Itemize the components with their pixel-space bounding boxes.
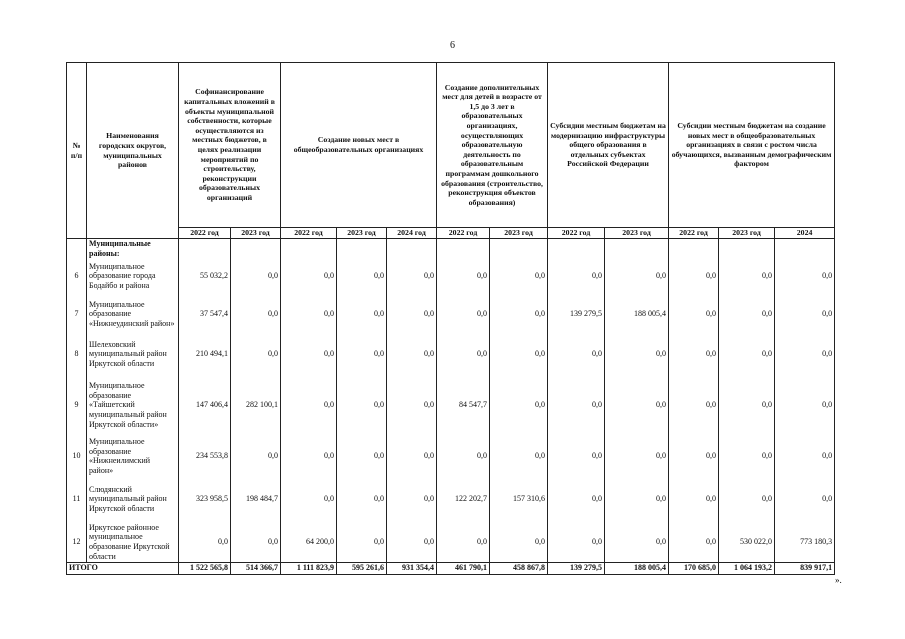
year-header: 2022 год [281, 228, 337, 239]
row-name: Муниципальное образование «Нижнеилимский район» [87, 436, 179, 476]
total-cell: 139 279,5 [548, 562, 605, 574]
total-cell: 595 261,6 [337, 562, 387, 574]
year-header: 2022 год [179, 228, 231, 239]
total-cell: 931 354,4 [387, 562, 437, 574]
value-cell: 0,0 [387, 522, 437, 562]
section-label: Муниципальные районы: [87, 239, 179, 259]
value-cell: 0,0 [669, 374, 719, 436]
value-cell: 0,0 [437, 294, 490, 334]
value-cell: 0,0 [387, 436, 437, 476]
value-cell: 0,0 [231, 436, 281, 476]
value-cell: 0,0 [281, 436, 337, 476]
value-cell: 0,0 [605, 476, 669, 522]
header-modernization: Субсидии местным бюджетам на модернизацию инфраструктуры общего образования в отдельных субъектах Российской Федерации [548, 63, 669, 228]
value-cell: 0,0 [605, 522, 669, 562]
value-cell: 0,0 [490, 522, 548, 562]
value-cell: 0,0 [775, 258, 835, 294]
value-cell: 0,0 [437, 334, 490, 374]
value-cell: 0,0 [231, 258, 281, 294]
value-cell: 0,0 [231, 294, 281, 334]
value-cell: 0,0 [337, 374, 387, 436]
value-cell: 64 200,0 [281, 522, 337, 562]
value-cell: 0,0 [548, 258, 605, 294]
value-cell: 0,0 [337, 258, 387, 294]
row-index: 10 [67, 436, 87, 476]
value-cell: 0,0 [669, 436, 719, 476]
value-cell: 0,0 [387, 476, 437, 522]
value-cell: 0,0 [719, 476, 775, 522]
row-index: 9 [67, 374, 87, 436]
table-row [67, 374, 835, 436]
value-cell: 0,0 [669, 334, 719, 374]
value-cell: 0,0 [719, 374, 775, 436]
value-cell: 147 406,4 [179, 374, 231, 436]
total-cell: 839 917,1 [775, 562, 835, 574]
value-cell: 0,0 [548, 334, 605, 374]
total-cell: 461 790,1 [437, 562, 490, 574]
value-cell: 0,0 [490, 258, 548, 294]
value-cell: 0,0 [337, 294, 387, 334]
table-row [67, 522, 835, 562]
year-header: 2024 [775, 228, 835, 239]
value-cell: 0,0 [387, 334, 437, 374]
value-cell: 0,0 [281, 258, 337, 294]
value-cell: 0,0 [281, 334, 337, 374]
value-cell: 122 202,7 [437, 476, 490, 522]
year-header: 2023 год [490, 228, 548, 239]
value-cell: 0,0 [387, 258, 437, 294]
row-index: 8 [67, 334, 87, 374]
row-name: Муниципальное образование «Тайшетский муниципальный район Иркутской области» [87, 374, 179, 436]
header-cofinancing: Софинансирование капитальных вложений в объекты муниципальной собственности, которые осуществляются из местных бюджетов, в целях реализации мероприятий по строительству, реконструкции образовательных организаций [179, 63, 281, 228]
row-name: Муниципальное образование «Нижнеудинский район» [87, 294, 179, 334]
value-cell: 0,0 [387, 294, 437, 334]
value-cell: 0,0 [281, 294, 337, 334]
value-cell: 84 547,7 [437, 374, 490, 436]
table-row [67, 334, 835, 374]
value-cell: 210 494,1 [179, 334, 231, 374]
value-cell: 0,0 [775, 374, 835, 436]
row-name: Иркутское районное муниципальное образование Иркутской области [87, 522, 179, 562]
value-cell: 0,0 [719, 294, 775, 334]
total-cell: 514 366,7 [231, 562, 281, 574]
total-cell: 458 867,8 [490, 562, 548, 574]
row-index: 6 [67, 258, 87, 294]
value-cell: 188 005,4 [605, 294, 669, 334]
header-preschool: Создание дополнительных мест для детей в возрасте от 1,5 до 3 лет в образовательных организациях, осуществляющих образовательную деятельность по образовательным программам дошкольного образования (строительство, реконструкция объектов образования) [437, 63, 548, 228]
value-cell: 37 547,4 [179, 294, 231, 334]
table-row [67, 436, 835, 476]
value-cell: 0,0 [719, 436, 775, 476]
header-idx: № п/п [67, 63, 87, 239]
value-cell: 139 279,5 [548, 294, 605, 334]
row-index: 11 [67, 476, 87, 522]
table-row [67, 476, 835, 522]
total-cell: 188 005,4 [605, 562, 669, 574]
year-header: 2022 год [437, 228, 490, 239]
value-cell: 0,0 [490, 436, 548, 476]
value-cell: 0,0 [719, 334, 775, 374]
value-cell: 0,0 [669, 258, 719, 294]
value-cell: 323 958,5 [179, 476, 231, 522]
value-cell: 282 100,1 [231, 374, 281, 436]
year-header: 2022 год [548, 228, 605, 239]
value-cell: 0,0 [719, 258, 775, 294]
header-demographic: Субсидии местным бюджетам на создание новых мест в общеобразовательных организациях в связи с ростом числа обучающихся, вызванным демографическим фактором [669, 63, 835, 228]
value-cell: 0,0 [775, 436, 835, 476]
value-cell: 0,0 [490, 374, 548, 436]
value-cell: 0,0 [548, 436, 605, 476]
value-cell: 0,0 [490, 294, 548, 334]
header-name: Наименования городских округов, муниципальных районов [87, 63, 179, 239]
year-header: 2023 год [605, 228, 669, 239]
table-row [67, 294, 835, 334]
value-cell: 0,0 [605, 374, 669, 436]
value-cell: 0,0 [669, 294, 719, 334]
year-header: 2022 год [669, 228, 719, 239]
value-cell: 0,0 [387, 374, 437, 436]
value-cell: 0,0 [437, 258, 490, 294]
value-cell: 0,0 [337, 436, 387, 476]
value-cell: 0,0 [775, 294, 835, 334]
total-label: ИТОГО [67, 562, 179, 574]
year-header: 2023 год [337, 228, 387, 239]
value-cell: 234 553,8 [179, 436, 231, 476]
value-cell: 530 022,0 [719, 522, 775, 562]
value-cell: 0,0 [337, 476, 387, 522]
value-cell: 0,0 [605, 334, 669, 374]
value-cell: 0,0 [281, 476, 337, 522]
value-cell: 0,0 [775, 334, 835, 374]
total-cell: 1 111 823,9 [281, 562, 337, 574]
total-cell: 170 685,0 [669, 562, 719, 574]
value-cell: 0,0 [437, 436, 490, 476]
page-number: 6 [450, 40, 455, 51]
year-header: 2024 год [387, 228, 437, 239]
value-cell: 0,0 [231, 522, 281, 562]
value-cell: 0,0 [437, 522, 490, 562]
value-cell: 0,0 [231, 334, 281, 374]
row-index: 7 [67, 294, 87, 334]
value-cell: 0,0 [669, 522, 719, 562]
subsidy-table [66, 62, 835, 575]
value-cell: 0,0 [669, 476, 719, 522]
value-cell: 0,0 [281, 374, 337, 436]
value-cell: 0,0 [548, 476, 605, 522]
table-row [67, 258, 835, 294]
value-cell: 773 180,3 [775, 522, 835, 562]
value-cell: 0,0 [548, 522, 605, 562]
value-cell: 157 310,6 [490, 476, 548, 522]
value-cell: 198 484,7 [231, 476, 281, 522]
value-cell: 0,0 [605, 258, 669, 294]
value-cell: 0,0 [337, 522, 387, 562]
row-index: 12 [67, 522, 87, 562]
end-mark: ». [835, 575, 842, 585]
year-header: 2023 год [231, 228, 281, 239]
row-name: Муниципальное образование города Бодайбо и района [87, 258, 179, 294]
total-cell: 1 522 565,8 [179, 562, 231, 574]
year-header: 2023 год [719, 228, 775, 239]
header-new-places: Создание новых мест в общеобразовательных организациях [281, 63, 437, 228]
value-cell: 0,0 [605, 436, 669, 476]
row-name: Шелеховский муниципальный район Иркутской области [87, 334, 179, 374]
value-cell: 0,0 [775, 476, 835, 522]
row-name: Слюдянский муниципальный район Иркутской области [87, 476, 179, 522]
total-cell: 1 064 193,2 [719, 562, 775, 574]
value-cell: 0,0 [490, 334, 548, 374]
value-cell: 0,0 [337, 334, 387, 374]
value-cell: 0,0 [548, 374, 605, 436]
value-cell: 0,0 [179, 522, 231, 562]
value-cell: 55 032,2 [179, 258, 231, 294]
